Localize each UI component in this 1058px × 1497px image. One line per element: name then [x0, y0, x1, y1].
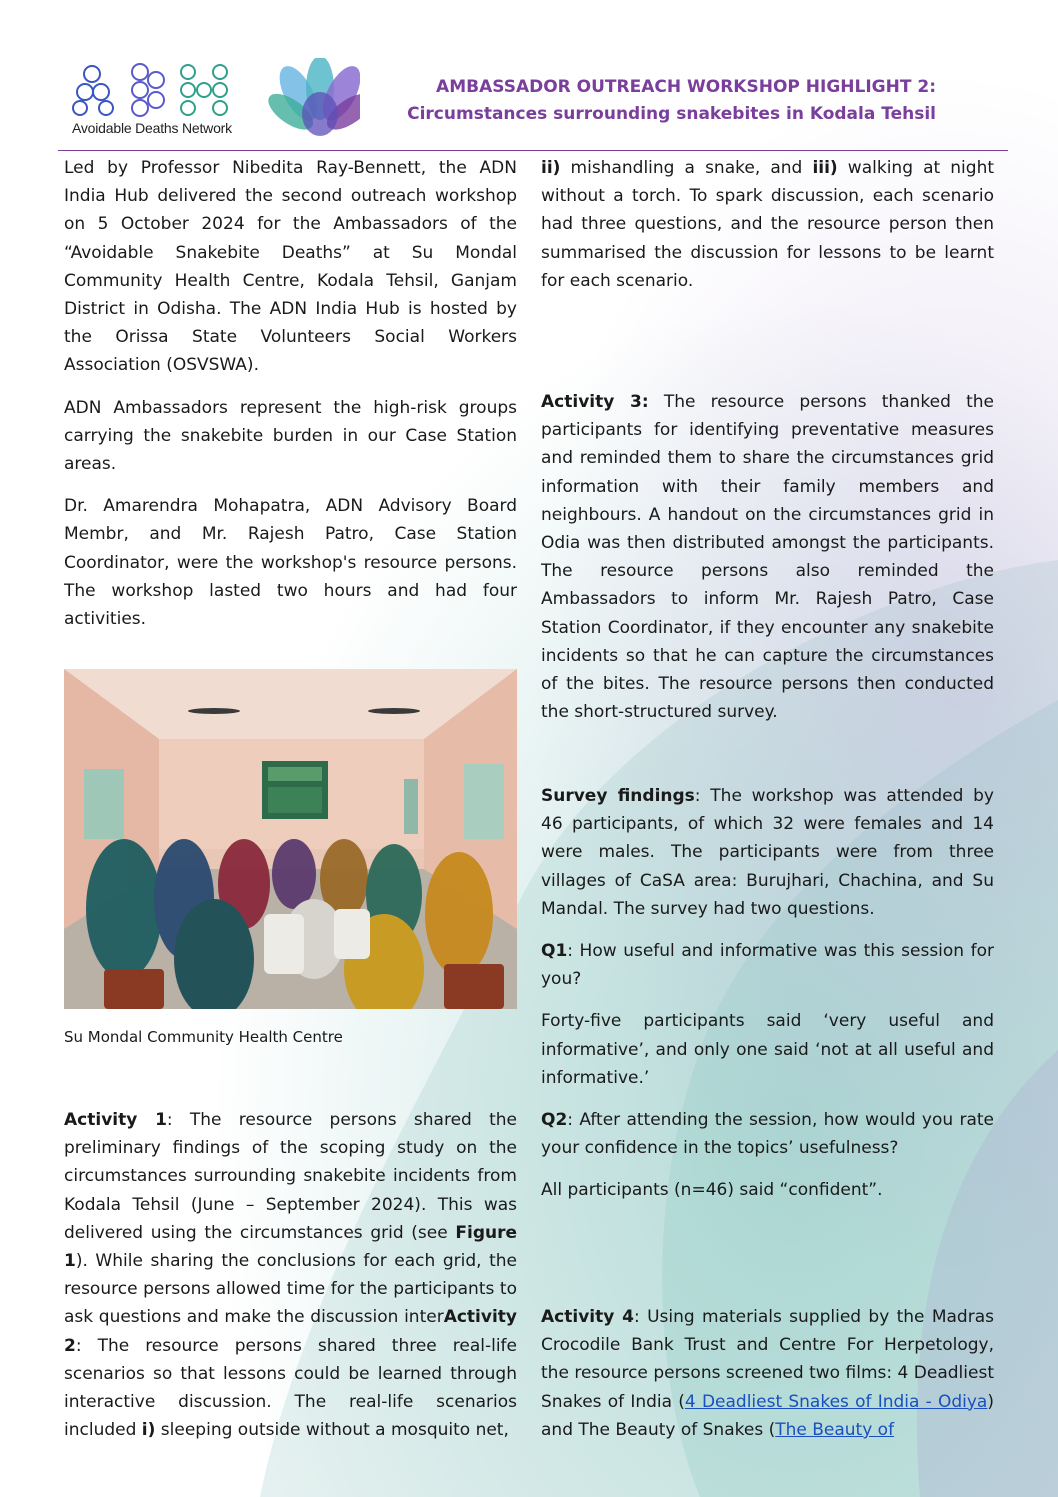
right-column-activity-3: [541, 388, 994, 726]
q2-answer: All participants (n=46) said “confident”.: [541, 1180, 883, 1201]
lotus-icon: [263, 58, 360, 136]
header-title: AMBASSADOR OUTREACH WORKSHOP HIGHLIGHT 2:: [436, 77, 936, 97]
survey-findings-label: Survey findings: [541, 786, 695, 806]
activity-1-label: Activity 1: [64, 1110, 167, 1130]
activity-3-label: Activity 3:: [541, 392, 649, 412]
right-column-continuation: [541, 154, 994, 295]
q2-label: Q2: [541, 1110, 568, 1131]
figure-1-reference: Figure 1: [64, 1222, 517, 1272]
scenarios-continuation: ii) mishandling a snake, and iii) walking at night without a torch. To spark discussion, each scenario had three questions, and the resource person then summarised the discussion for lessons to be learnt for each scenario.: [541, 158, 995, 291]
right-column-activity-4: [541, 1303, 994, 1444]
header-divider: [58, 150, 1008, 151]
left-column-activities: [64, 1106, 517, 1444]
q1-label: Q1: [541, 941, 568, 962]
activity-4-label: Activity 4: [541, 1307, 634, 1327]
workshop-photo: [64, 669, 517, 1009]
left-column-intro: [64, 154, 517, 633]
logo-letter-a: [73, 66, 113, 115]
resource-persons-paragraph: Dr. Amarendra Mohapatra, ADN Advisory Board Membr, and Mr. Rajesh Patro, Case Station Coordinator, were the workshop's resource persons. The workshop lasted two hours and had four activities.: [64, 496, 517, 630]
activity-2-label: Activity 2: [64, 1307, 517, 1356]
ambassadors-paragraph: ADN Ambassadors represent the high-risk groups carrying the snakebite burden in our Case Station areas.: [64, 397, 517, 475]
logo-letter-d: [132, 64, 164, 116]
activity-4-paragraph: Activity 4: Using materials supplied by the Madras Crocodile Bank Trust and Centre For Herpetology, the resource persons screened two films: 4 Deadliest Snakes of India (4 Deadliest Snakes of India - Odiya) and The Beauty of Snakes (The Beauty of: [541, 1307, 994, 1440]
logo-letter-n: [181, 65, 227, 115]
intro-paragraph: Led by Professor Nibedita Ray-Bennett, the ADN India Hub delivered the second outreach workshop on 5 October 2024 for the Ambassadors of the “Avoidable Snakebite Deaths” at Su Mondal Community Health Centre, Kodala Tehsil, Ganjam District in Odisha. The ADN India Hub is hosted by the Orissa State Volunteers Social Workers Association (OSVSWA).: [64, 158, 517, 376]
film-link-beauty-of-snakes[interactable]: The Beauty of: [775, 1419, 895, 1440]
q2-paragraph: Q2: After attending the session, how would you rate your confidence in the topics’ usefulness?: [541, 1110, 994, 1159]
q1-paragraph: Q1: How useful and informative was this session for you?: [541, 941, 994, 990]
page-header: [407, 74, 936, 128]
right-column-survey: [541, 782, 994, 1205]
q1-answer: Forty-five participants said ‘very useful and informative’, and only one said ‘not at all useful and informative.’: [541, 1011, 994, 1088]
survey-findings-paragraph: Survey findings: The workshop was attended by 46 participants, of which 32 were females and 14 were males. The participants were from three villages of CaSA area: Burujhari, Chachina, and Su Mandal. The survey had two questions.: [541, 786, 994, 919]
logo-wordmark: Avoidable Deaths Network: [72, 120, 232, 136]
activity-3-paragraph: Activity 3: The resource persons thanked the participants for identifying preventative measures and reminded them to share the circumstances grid information with their family members and neighbours. A handout on the circumstances grid in Odia was then distributed amongst the participants. The resource persons also reminded the Ambassadors to inform Mr. Rajesh Patro, Case Station Coordinator, if they encounter any snakebite incidents so that he can capture the circumstances of the bites. The resource persons then conducted the short-structured survey.: [541, 392, 994, 723]
film-link-deadliest-snakes[interactable]: 4 Deadliest Snakes of India - Odiya: [684, 1391, 988, 1412]
header-subtitle: Circumstances surrounding snakebites in Kodala Tehsil: [407, 104, 936, 124]
activity-1-paragraph: Activity 1: The resource persons shared the preliminary findings of the scoping study on the circumstances surrounding snakebite incidents from Kodala Tehsil (June – September 2024). This was delivered using the circumstances grid (see Figure 1). While sharing the conclusions for each grid, the resource persons allowed time for the participants to ask questions and make the discussion interActivity 2: The resource persons shared three real-life scenarios so that lessons could be learned through interactive discussion. The real-life scenarios included i) sleeping outside without a mosquito net,: [64, 1110, 517, 1441]
photo-caption: Su Mondal Community Health Centre: [64, 1028, 343, 1046]
